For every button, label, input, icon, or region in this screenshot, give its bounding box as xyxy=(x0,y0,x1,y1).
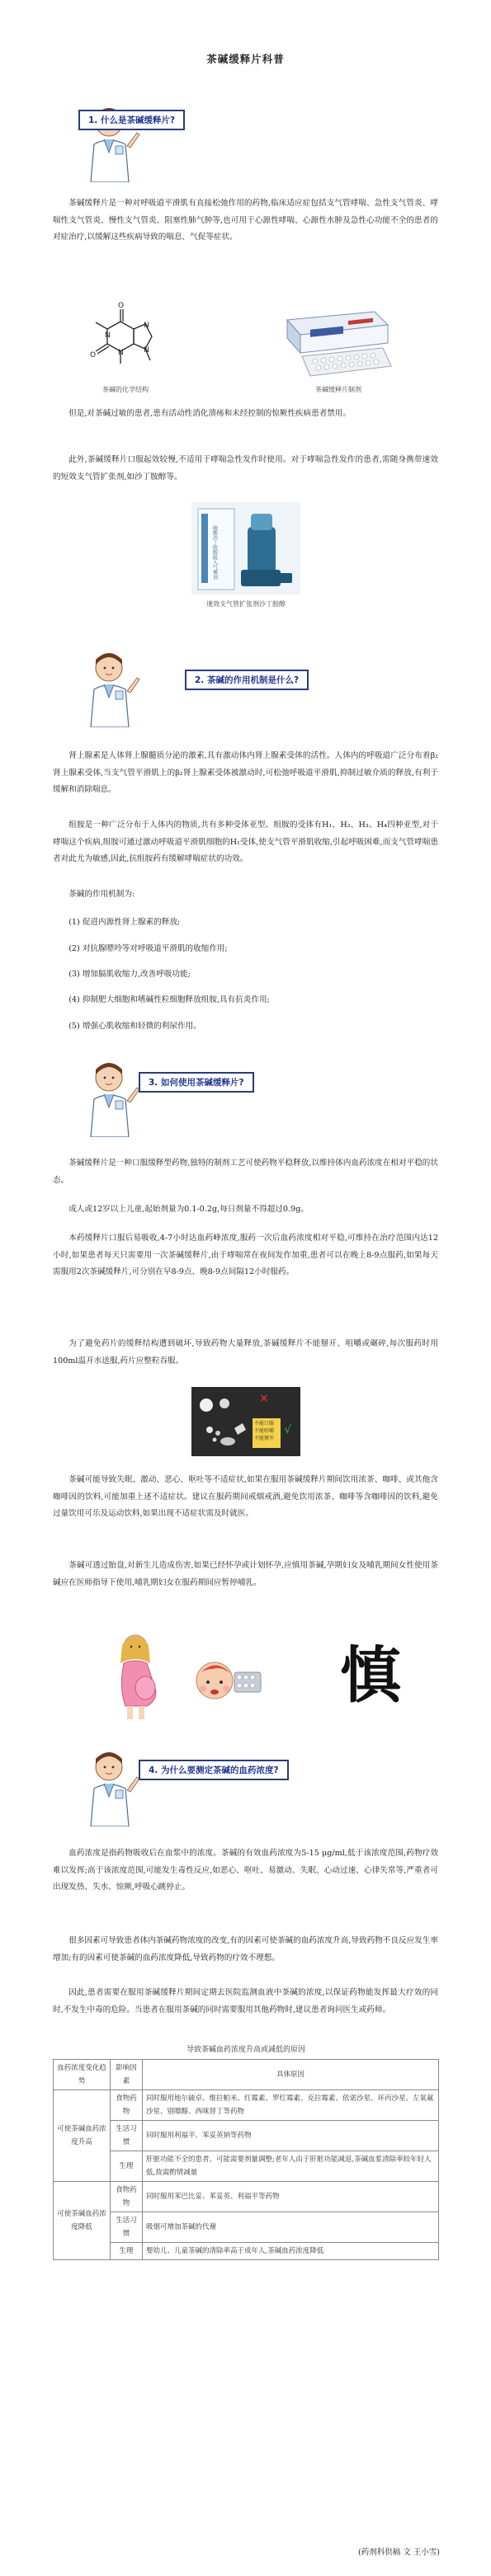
caption-inhaler: 速效支气管扩张剂沙丁胺醇 xyxy=(206,600,286,608)
s3-paragraph-6: 茶碱可透过胎盘,对新生儿造成伤害,如果已经怀孕或计划怀孕,应慎用茶碱,孕期妇女及哺乳期间女性使用茶碱应在医师指导下使用,哺乳期妇女在服药期间应暂停哺乳。 xyxy=(53,1561,438,1587)
s1-paragraph-2: 但是,对茶碱过敏的患者,患有活动性消化溃疡和未经控制的惊厥性疾病患者禁用。 xyxy=(68,409,352,418)
baby-medicine-image xyxy=(188,1654,264,1712)
caution-character: 慎 xyxy=(340,1640,401,1711)
section-2-heading xyxy=(185,669,309,690)
doctor-illustration xyxy=(79,1058,144,1137)
s1-paragraph-3: 此外,茶碱缓释片口服起效较慢,不适用于哮喘急性发作时使用。对于哮喘急性发作的患者,需随身携带速效的短效支气管扩张剂,如沙丁胺醇等。 xyxy=(53,455,438,482)
pill-x-mark: × xyxy=(259,1392,269,1405)
s4-paragraph-2: 很多因素可导致患者体内茶碱药物浓度的改变,有的因素可使茶碱的血药浓度升高,导致药物不良反应发生率增加;有的因素可使茶碱的血药浓度降低,导致药物的疗效不理想。 xyxy=(53,1936,438,1963)
mechanism-item: (2) 对抗腺嘌呤等对呼吸道平滑肌的收缩作用; xyxy=(68,944,228,953)
table-header-cell: 血药浓度变化趋势 xyxy=(54,2060,111,2090)
table-header-cell: 影响因素 xyxy=(111,2060,143,2090)
doctor-illustration xyxy=(79,1747,144,1826)
svg-text:O: O xyxy=(118,302,125,310)
mechanism-item: (1) 促进内源性肾上腺素的释放; xyxy=(68,918,181,927)
table-header-row xyxy=(54,2060,439,2090)
svg-text:N: N xyxy=(144,322,149,330)
s3-paragraph-4: 为了避免药片的缓释结构遭到破坏,导致药物大量释放,茶碱缓释片不能掰开、咀嚼或碾碎,每次服药时用100ml温开水送服,药片应整粒吞服。 xyxy=(53,1339,438,1366)
section-3-heading-label: 3. 如何使用茶碱缓释片? xyxy=(139,1072,254,1093)
s4-paragraph-3: 因此,患者需要在服用茶碱缓释片期间定期去医院监测血液中茶碱的浓度,以保证药物能发挥最大疗效的同时,不发生中毒的危险。当患者在服用茶碱的同时需要服用其他药物时,建议患者询问医生或药师。 xyxy=(53,1988,438,2014)
s3-paragraph-5: 茶碱可能导致失眠、激动、恶心、呕吐等不适症状,如果在服用茶碱缓释片期间饮用浓茶、咖啡、或其他含咖啡因的饮料,可能加重上述不适症状。建议在服药期间戒烟戒酒,避免饮用浓茶、咖啡等含咖啡因的饮料,避免过量饮用可乐及运动饮料,如果出现不适症状需及时就医。 xyxy=(53,1475,438,1518)
table-trend-cell: 可使茶碱血药浓度降低 xyxy=(54,2182,111,2260)
table-factor-cell: 食物药物 xyxy=(111,2090,143,2121)
table-reason-cell: 同时服用地尔硫卓、维拉帕米、红霉素、罗红霉素、克拉霉素、依诺沙星、环丙沙星、左氧氟沙星、别嘌醇、西咪替丁等药物 xyxy=(143,2090,439,2121)
caption-chemical-structure: 茶碱的化学结构 xyxy=(102,386,149,393)
table-factor-cell: 生理 xyxy=(111,2243,143,2260)
doctor-illustration xyxy=(79,648,144,727)
section-2-heading-label: 2. 茶碱的作用机制是什么? xyxy=(185,670,309,690)
footer-credit: (药剂科供稿 文 王小雪) xyxy=(358,2548,440,2557)
caption-tablet-product: 茶碱缓释片制剂 xyxy=(315,386,361,393)
svg-text:O: O xyxy=(90,351,97,360)
s2-paragraph-2: 组胺是一种广泛分布于人体内的物质,共有多种受体亚型。组胺的受体有H₁、H₂、H₃、H₄四种亚型,对于哮喘这个疾病,组胺可通过激动呼吸道平滑肌细胞的H₁受体,使支气管平滑肌收缩,引起呼吸困难,而支气管哮喘患者对此尤为敏感,因此,抗组胺药有缓解哮喘症状的功效。 xyxy=(53,820,438,863)
table-row xyxy=(54,2243,439,2260)
mechanism-item: (3) 增加膈肌收缩力,改善呼吸功能; xyxy=(68,970,191,979)
pill-warning-label: 不能口服 不能咀嚼 不能掰开 xyxy=(253,1418,281,1448)
pregnant-woman-image xyxy=(109,1630,167,1721)
table-reason-cell: 同时服用苯巴比妥、苯妥英、利福平等药物 xyxy=(143,2182,439,2212)
s3-paragraph-2: 成人或12岁以上儿童,起始剂量为0.1-0.2g,每日剂量不得超过0.9g。 xyxy=(68,1205,309,1214)
table-reason-cell: 同时服用利福平、苯妥英钠等药物 xyxy=(143,2121,439,2151)
table-factor-cell: 生活习惯 xyxy=(111,2121,143,2151)
page-title: 茶碱缓释片科普 xyxy=(206,53,285,65)
s3-paragraph-1: 茶碱缓释片是一种口服缓释型药物,独特的制剂工艺可使药物平稳释放,以维持体内血药浓度在相对平稳的状态。 xyxy=(53,1159,438,1185)
table-factor-cell: 生理 xyxy=(111,2151,143,2182)
inhaler-image xyxy=(191,502,300,595)
svg-text:N: N xyxy=(144,346,149,355)
s4-paragraph-1: 血药浓度是指药物吸收后在血浆中的浓度。茶碱的有效血药浓度为5-15 μg/ml,低于该浓度范围,药物疗效难以发挥;高于该浓度范围,可能发生毒性反应,如恶心、呕吐、易激动、失眠、心动过速、心律失常等,严重者可出现发热、失水、惊厥,呼吸心跳停止。 xyxy=(53,1849,438,1892)
table-header-cell: 具体原因 xyxy=(143,2060,439,2090)
table-factor-cell: 生活习惯 xyxy=(111,2212,143,2243)
concentration-factors-table xyxy=(53,2059,439,2260)
inhaler-box-label: 硫酸沙丁胺醇吸入气雾剂 xyxy=(211,525,218,580)
table-trend-cell: 可使茶碱血药浓度升高 xyxy=(54,2090,111,2182)
table-factor-cell: 食物药物 xyxy=(111,2182,143,2212)
table-row xyxy=(54,2212,439,2243)
section-3-heading xyxy=(139,1071,254,1093)
pill-handling-image xyxy=(191,1387,300,1456)
section-1-heading xyxy=(78,109,185,130)
table-reason-cell: 吸烟可增加茶碱的代谢 xyxy=(143,2212,439,2243)
table-row xyxy=(54,2121,439,2151)
mechanism-item: (4) 抑制肥大细胞和嗜碱性粒细胞释放组胺,具有抗炎作用; xyxy=(68,995,270,1004)
table-row xyxy=(54,2151,439,2182)
mechanism-item: (5) 增强心肌收缩和轻微的利尿作用。 xyxy=(68,1022,201,1031)
section-4-heading-label: 4. 为什么要测定茶碱的血药浓度? xyxy=(139,1760,289,1780)
table-reason-cell: 肝脏功能不全的患者、可能需要剂量调整;老年人由于肝脏功能减退,茶碱血浆清除率较年轻人低,故需酌情减量 xyxy=(143,2151,439,2182)
s2-paragraph-3: 茶碱的作用机制为: xyxy=(68,890,135,899)
svg-text:N: N xyxy=(105,331,111,340)
svg-text:N: N xyxy=(118,349,124,357)
table-row xyxy=(54,2182,439,2212)
table-reason-cell: 婴幼儿、儿童茶碱的清除率高于成年人,茶碱血药浓度降低 xyxy=(143,2243,439,2260)
s2-paragraph-1: 肾上腺素是人体肾上腺髓质分泌的激素,具有激动体内肾上腺素受体的活性。人体内的呼吸道广泛分布着β₂肾上腺素受体,当支气管平滑肌上的β₂肾上腺素受体被激动时,可松弛呼吸道平滑肌,抑制过敏介质的释放,有利于缓解和消除喘息。 xyxy=(53,751,438,794)
table-title: 导致茶碱血药浓度升高或减低的原因 xyxy=(186,2046,305,2054)
s3-paragraph-3: 本药缓释片口服后易吸收,4-7小时达血药峰浓度,服药一次后血药浓度相对平稳,可维持在治疗范围内达12小时,如果患者每天只需要用一次茶碱缓释片,由于哮喘常在夜间发作加重,患者可以在晚上8-9点服药,如果每天需服用2次茶碱缓释片,可分别在早8-9点、晚8-9点间隔12小时服药。 xyxy=(53,1234,438,1276)
section-4-heading xyxy=(139,1759,289,1780)
theophylline-structure-image xyxy=(79,299,172,378)
section-1-heading-label: 1. 什么是茶碱缓释片? xyxy=(78,110,185,130)
table-row xyxy=(54,2090,439,2121)
s1-paragraph-1: 茶碱缓释片是一种对呼吸道平滑肌有直接松弛作用的药物,临床适应症包括支气管哮喘、急性支气管炎、哮喘性支气管炎、慢性支气管炎、阻塞性肺气肿等,也可用于心源性哮喘、心源性水肿及急性心功能不全的患者的对症治疗,以缓解这些疾病导致的喘息、气促等症状。 xyxy=(53,199,438,242)
pill-check-mark: √ xyxy=(284,1423,292,1436)
tablet-box-image xyxy=(277,305,399,383)
